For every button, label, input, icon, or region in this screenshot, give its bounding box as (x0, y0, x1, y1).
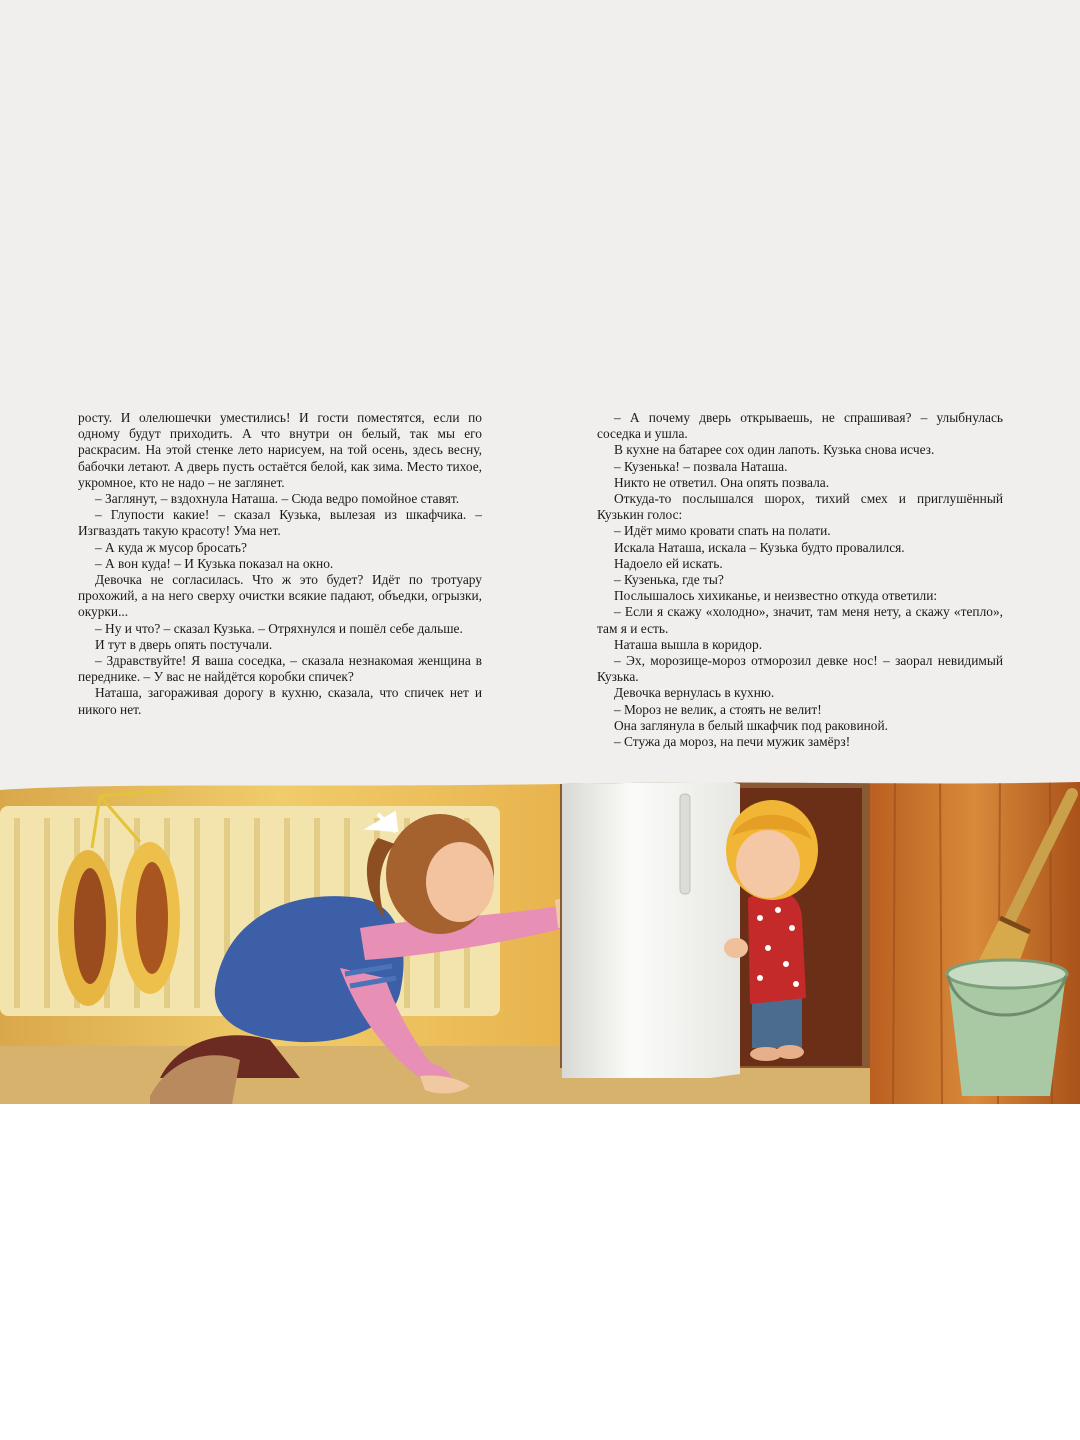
left-page-paragraph: – Ну и что? – сказал Кузька. – Отряхнулся и пошёл себе дальше. (95, 620, 463, 636)
right-page-paragraph: – Стужа да мороз, на печи мужик замёрз! (614, 734, 851, 750)
right-page-paragraph: – Идёт мимо кровати спать на полати. (614, 523, 831, 539)
right-page-paragraph: В кухне на батарее сох один лапоть. Кузька снова исчез. (614, 442, 935, 458)
right-page-paragraph: Искала Наташа, искала – Кузька будто провалился. (614, 539, 905, 555)
right-page-paragraph: Она заглянула в белый шкафчик под раковиной. (614, 717, 888, 733)
right-page-paragraph: Откуда-то послышался шорох, тихий смех и приглушённый Кузькин голос: (597, 491, 1003, 523)
left-page-paragraph: И тут в дверь опять постучали. (95, 636, 273, 652)
left-page-paragraph: Девочка не согласилась. Что ж это будет? Идёт по тротуару прохожий, а на него сверху очистки всякие падают, объедки, огрызки, окурки... (78, 572, 482, 620)
left-page-paragraph: Наташа, загораживая дорогу в кухню, сказала, что спичек нет и никого нет. (78, 685, 482, 717)
right-page-paragraph: Девочка вернулась в кухню. (614, 685, 775, 701)
left-page-paragraph: – А вон куда! – И Кузька показал на окно. (95, 555, 334, 571)
right-page-paragraph: – Мороз не велик, а стоять не велит! (614, 701, 822, 717)
story-illustration (0, 778, 1080, 1104)
right-page-paragraph: Надоело ей искать. (614, 555, 723, 571)
left-page-paragraph: – Здравствуйте! Я ваша соседка, – сказала незнакомая женщина в переднике. – У вас не найдётся коробки спичек? (78, 653, 482, 685)
right-page-text (597, 410, 1003, 750)
right-page-paragraph: – Кузенька! – позвала Наташа. (614, 458, 788, 474)
right-page-paragraph: Послышалось хихиканье, и неизвестно откуда ответили: (614, 588, 938, 604)
left-page-paragraph: росту. И олелюшечки уместились! И гости поместятся, если по одному будут приходить. А что внутри он белый, так мы его раскрасим. На этой стенке лето нарисуем, на той осень, здесь весну, бабочки летают. А дверь пусть остаётся белой, как зима. Место тихое, укромное, кто не надо – не заглянет. (78, 410, 482, 490)
left-page-paragraph: – А куда ж мусор бросать? (95, 539, 247, 555)
right-page-paragraph: Наташа вышла в коридор. (614, 636, 763, 652)
white-cabinet (560, 778, 870, 1078)
left-page-paragraph: – Глупости какие! – сказал Кузька, вылезая из шкафчика. – Изгваздать такую красоту! Ума нет. (78, 507, 482, 539)
right-page-paragraph: – А почему дверь открываешь, не спрашивая? – улыбнулась соседка и ушла. (597, 410, 1003, 442)
right-page-paragraph: – Если я скажу «холодно», значит, там меня нету, а скажу «тепло», там я и есть. (597, 604, 1003, 636)
left-page-text (78, 410, 482, 718)
right-page-paragraph: – Кузенька, где ты? (614, 572, 724, 588)
right-page-paragraph: – Эх, морозище-мороз отморозил девке нос! – заорал невидимый Кузька. (597, 653, 1003, 685)
right-page-paragraph: Никто не ответил. Она опять позвала. (614, 474, 830, 490)
left-page-paragraph: – Заглянут, – вздохнула Наташа. – Сюда ведро помойное ставят. (95, 491, 460, 507)
trash-bucket (947, 960, 1067, 1096)
